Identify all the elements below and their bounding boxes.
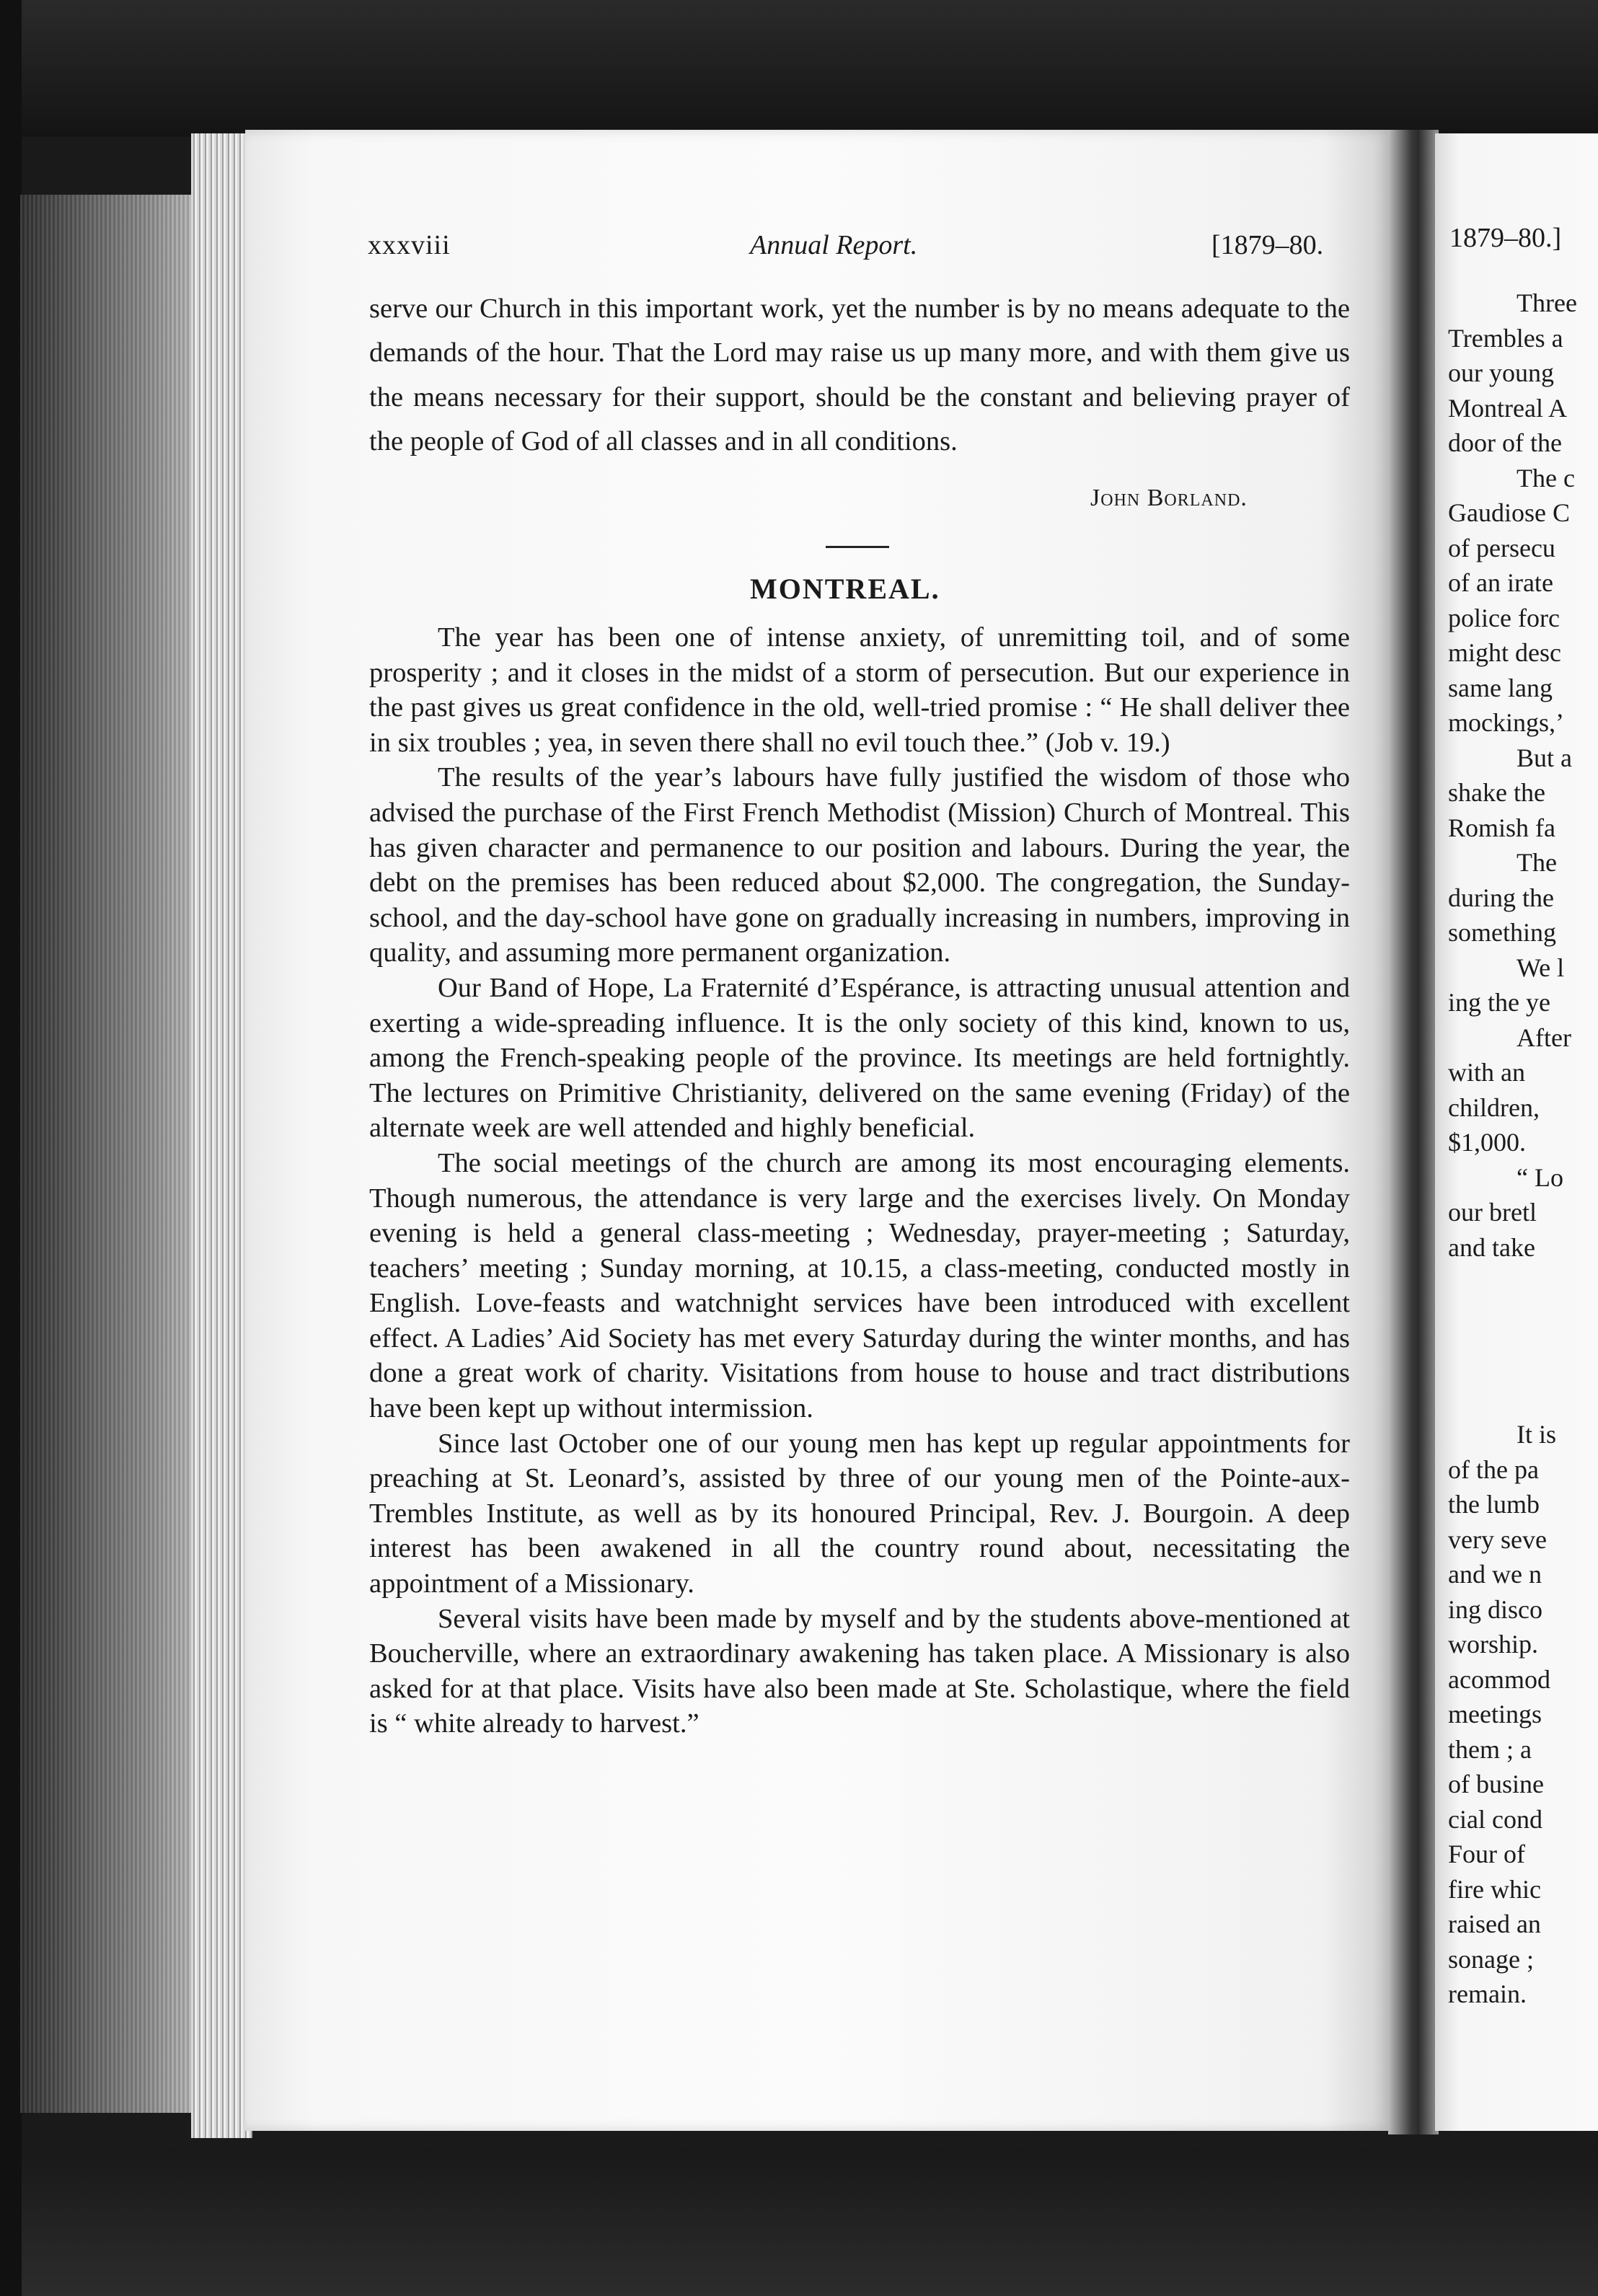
right-page-line: The c [1517, 463, 1575, 493]
book-page-edges [191, 133, 252, 2138]
book-gutter [1388, 130, 1439, 2134]
right-page-text-top [1448, 286, 1598, 1265]
right-page-line: with an [1448, 1058, 1525, 1087]
right-page-line: fire whic [1448, 1874, 1541, 1904]
right-page-line: our young [1448, 358, 1554, 387]
right-page-line: meetings [1448, 1700, 1542, 1728]
section-divider [826, 546, 889, 548]
running-title: Annual Report. [750, 230, 918, 260]
scanner-background-top [0, 0, 1598, 137]
intro-paragraph: serve our Church in this important work, yet the number is by no means adequate to the demands of the hour. That the Lord may raise us up many more, and with them give us the means necessary for their support, should be the constant and believing prayer of the people of God of all classes and in all conditions. [369, 293, 1350, 457]
signature: John Borland. [1090, 485, 1248, 511]
right-page-line: Montreal A [1448, 393, 1567, 423]
right-page-line: Three [1517, 288, 1577, 317]
right-page-line: same lang [1448, 673, 1553, 702]
right-page-line: “ Lo [1517, 1162, 1563, 1192]
right-page-line: ing disco [1448, 1594, 1542, 1624]
right-page-line: and we n [1448, 1560, 1542, 1589]
right-page-line: door of the [1448, 428, 1562, 457]
right-page-line: shake the [1448, 778, 1545, 807]
right-page-line: Gaudiose C [1448, 498, 1570, 527]
right-running-head: 1879–80.] [1449, 223, 1562, 253]
right-page-line: raised an [1448, 1909, 1541, 1938]
right-page-line: worship. [1448, 1630, 1538, 1659]
right-page-line: sonage ; [1448, 1944, 1534, 1974]
montreal-section-body [369, 620, 1350, 1741]
right-page-line: mockings,’ [1448, 708, 1564, 737]
paragraph-band-of-hope [369, 971, 1350, 1146]
right-page-line: cial cond [1448, 1804, 1542, 1834]
paragraph: Several visits have been made by myself and by the students above-mentioned at Boucherville, where an extraordinary awakening has taken place. A Missionary is also asked for at that place. Visits have also been made at Ste. Scholastique, where the field is “ white already to harvest.” [369, 1603, 1350, 1739]
right-page-line: ing the ye [1448, 988, 1550, 1017]
page-number: xxxviii [368, 230, 451, 260]
section-title: MONTREAL. [750, 573, 940, 605]
right-page-line: very seve [1448, 1524, 1547, 1554]
right-page-line: We l [1517, 953, 1565, 982]
right-page-line: and take [1448, 1232, 1535, 1262]
right-page-line: them ; a [1448, 1734, 1532, 1764]
scanner-background-bottom [0, 2149, 1598, 2296]
paragraph: Since last October one of our young men has kept up regular appointments for preaching at St. Leonard’s, assisted by three of our young men of the Pointe-aux-Trembles Institute, as well as by its honoured Principal, Rev. J. Bourgoin. A deep interest has been awakened in all the country round about, necessitating the appointment of a Missionary. [369, 1428, 1350, 1599]
right-page-line: It is [1517, 1420, 1557, 1449]
intro-block [369, 287, 1350, 464]
scanner-background-left [0, 0, 22, 2296]
right-page-line: acommod [1448, 1664, 1550, 1694]
right-page-line: Romish fa [1448, 813, 1555, 842]
right-page-line: our bretl [1448, 1198, 1537, 1227]
right-page-line: Trembles a [1448, 323, 1563, 353]
right-page-line: Four of [1448, 1840, 1525, 1868]
right-page-line: of an irate [1448, 568, 1553, 597]
right-page-line: something [1448, 918, 1556, 947]
right-page-line: of busine [1448, 1770, 1544, 1798]
right-page-line: remain. [1448, 1979, 1527, 2008]
book-page-stack-edge [20, 195, 200, 2113]
right-page-line: of the pa [1448, 1454, 1539, 1484]
right-page-line: The [1517, 848, 1557, 877]
right-page-line: But a [1517, 743, 1572, 772]
right-page-line: After [1517, 1023, 1571, 1052]
paragraph: The year has been one of intense anxiety, of unremitting toil, and of some prosperity ; and it closes in the midst of a storm of persecution. But our experience in the past gives us great confidence in the old, well-tried promise : “ He shall deliver thee in six troubles ; yea, in seven there shall no evil touch thee.” (Job v. 19.) [369, 622, 1350, 758]
paragraph: The social meetings of the church are among its most encouraging elements. Though numerous, the attendance is very large and the exercises lively. On Monday evening is held a general class-meeting ; Wednesday, prayer-meeting ; Saturday, teachers’ meeting ; Sunday morning, at 10.15, a class-meeting, conducted mostly in English. Love-feasts and watchnight services have been introduced with excellent effect. A Ladies’ Aid Society has met every Saturday during the winter months, and has done a great work of charity. Visitations from house to house and tract distributions have been kept up without intermission. [369, 1147, 1350, 1424]
right-page-text-bottom [1448, 1417, 1598, 2012]
paragraph: The results of the year’s labours have fully justified the wisdom of those who advised the purchase of the First French Methodist (Mission) Church of Montreal. This has given character and permanence to our position and labours. During the year, the debt on the premises has been reduced about $2,000. The congregation, the Sunday-school, and the day-school have gone on gradually increasing in numbers, improving in quality, and assuming more permanent organization. [369, 762, 1350, 968]
running-year: [1879–80. [1211, 230, 1324, 260]
paragraph-text: Our Band of Hope, La Fraternité d’Espérance, is attracting unusual attention and exerting a wide-spreading influence. It is the only society of this kind, known to us, among the French-speaking people of the province. Its meetings are held fortnightly. The lectures on Primitive Christianity, delivered on the same evening (Friday) of the alternate week are well attended and highly beneficial. [369, 972, 1350, 1144]
right-page-line: police forc [1448, 603, 1560, 632]
right-page-line: the lumb [1448, 1490, 1540, 1519]
right-page-line: $1,000. [1448, 1128, 1526, 1157]
right-page-line: during the [1448, 883, 1554, 912]
right-page-line: of persecu [1448, 533, 1555, 562]
right-page-line: might desc [1448, 638, 1561, 667]
right-page-line: children, [1448, 1092, 1540, 1122]
